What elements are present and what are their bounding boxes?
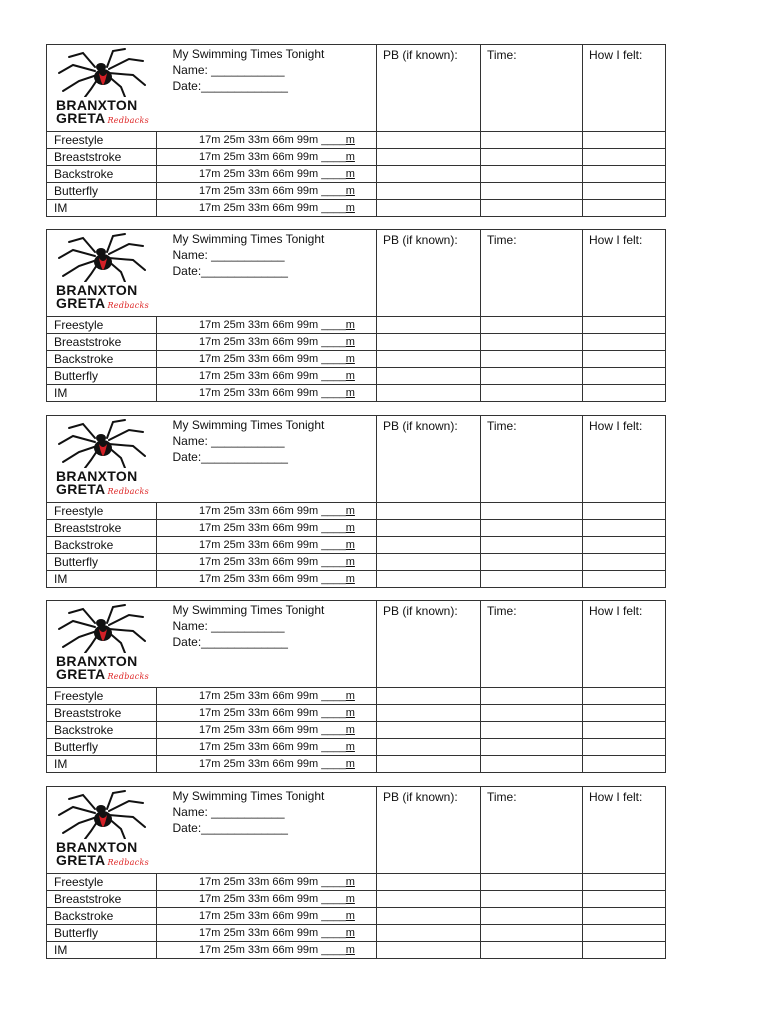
pb-cell[interactable] xyxy=(377,334,481,351)
time-cell[interactable] xyxy=(481,722,583,739)
logo-text-greta: GRETA Redbacks xyxy=(56,852,150,868)
stroke-name: Breaststroke xyxy=(47,705,157,722)
stroke-row xyxy=(47,874,666,891)
stroke-name: Backstroke xyxy=(47,908,157,925)
spider-icon xyxy=(55,47,147,97)
felt-header: How I felt: xyxy=(583,787,666,874)
pb-header: PB (if known): xyxy=(377,416,481,503)
date-field[interactable]: Date:_____________ xyxy=(172,821,288,835)
time-cell[interactable] xyxy=(481,688,583,705)
felt-cell[interactable] xyxy=(583,756,666,773)
felt-cell[interactable] xyxy=(583,351,666,368)
distance-options[interactable]: 17m 25m 33m 66m 99m ____m xyxy=(157,925,377,942)
felt-header: How I felt: xyxy=(583,45,666,132)
stroke-row xyxy=(47,166,666,183)
pb-cell[interactable] xyxy=(377,200,481,217)
spider-icon xyxy=(55,232,147,282)
felt-cell[interactable] xyxy=(583,908,666,925)
stroke-name: Breaststroke xyxy=(47,520,157,537)
distance-options[interactable]: 17m 25m 33m 66m 99m ____m xyxy=(157,739,377,756)
distance-options[interactable]: 17m 25m 33m 66m 99m ____m xyxy=(157,571,377,588)
time-cell[interactable] xyxy=(481,942,583,959)
stroke-row xyxy=(47,334,666,351)
date-field[interactable]: Date:_____________ xyxy=(172,450,288,464)
time-cell[interactable] xyxy=(481,200,583,217)
time-cell[interactable] xyxy=(481,739,583,756)
time-header: Time: xyxy=(481,787,583,874)
stroke-row xyxy=(47,200,666,217)
pb-cell[interactable] xyxy=(377,368,481,385)
stroke-row xyxy=(47,705,666,722)
pb-cell[interactable] xyxy=(377,942,481,959)
club-logo xyxy=(47,787,157,874)
time-card xyxy=(46,229,665,400)
pb-cell[interactable] xyxy=(377,891,481,908)
distance-options[interactable]: 17m 25m 33m 66m 99m ____m xyxy=(157,183,377,200)
time-header: Time: xyxy=(481,45,583,132)
club-logo xyxy=(47,230,157,317)
stroke-name: Breaststroke xyxy=(47,334,157,351)
pb-cell[interactable] xyxy=(377,503,481,520)
time-cell[interactable] xyxy=(481,554,583,571)
felt-cell[interactable] xyxy=(583,183,666,200)
pb-cell[interactable] xyxy=(377,351,481,368)
felt-cell[interactable] xyxy=(583,503,666,520)
club-logo xyxy=(47,601,157,688)
card-header xyxy=(157,45,377,132)
time-cell[interactable] xyxy=(481,520,583,537)
stroke-name: Backstroke xyxy=(47,537,157,554)
stroke-row xyxy=(47,368,666,385)
stroke-name: Backstroke xyxy=(47,351,157,368)
card-header xyxy=(157,416,377,503)
stroke-name: Breaststroke xyxy=(47,891,157,908)
stroke-name: Butterfly xyxy=(47,183,157,200)
card-title: My Swimming Times Tonight xyxy=(172,47,325,61)
club-logo xyxy=(47,45,157,132)
stroke-row xyxy=(47,183,666,200)
felt-cell[interactable] xyxy=(583,554,666,571)
pb-header: PB (if known): xyxy=(377,45,481,132)
felt-cell[interactable] xyxy=(583,334,666,351)
pb-header: PB (if known): xyxy=(377,787,481,874)
stroke-row xyxy=(47,571,666,588)
felt-cell[interactable] xyxy=(583,520,666,537)
stroke-row xyxy=(47,317,666,334)
stroke-name: Butterfly xyxy=(47,925,157,942)
stroke-name: IM xyxy=(47,200,157,217)
pb-cell[interactable] xyxy=(377,756,481,773)
time-cell[interactable] xyxy=(481,166,583,183)
felt-cell[interactable] xyxy=(583,149,666,166)
time-card xyxy=(46,600,665,771)
time-cell[interactable] xyxy=(481,571,583,588)
distance-options[interactable]: 17m 25m 33m 66m 99m ____m xyxy=(157,503,377,520)
felt-cell[interactable] xyxy=(583,368,666,385)
stroke-row xyxy=(47,739,666,756)
distance-options[interactable]: 17m 25m 33m 66m 99m ____m xyxy=(157,874,377,891)
spider-icon xyxy=(55,789,147,839)
stroke-row xyxy=(47,688,666,705)
distance-options[interactable]: 17m 25m 33m 66m 99m ____m xyxy=(157,520,377,537)
pb-cell[interactable] xyxy=(377,554,481,571)
felt-cell[interactable] xyxy=(583,385,666,402)
card-header xyxy=(157,230,377,317)
time-cell[interactable] xyxy=(481,537,583,554)
distance-options[interactable]: 17m 25m 33m 66m 99m ____m xyxy=(157,200,377,217)
stroke-name: Butterfly xyxy=(47,368,157,385)
distance-options[interactable]: 17m 25m 33m 66m 99m ____m xyxy=(157,705,377,722)
pb-cell[interactable] xyxy=(377,705,481,722)
stroke-row xyxy=(47,942,666,959)
felt-cell[interactable] xyxy=(583,722,666,739)
date-field[interactable]: Date:_____________ xyxy=(172,635,288,649)
pb-cell[interactable] xyxy=(377,537,481,554)
card-title: My Swimming Times Tonight xyxy=(172,418,325,432)
pb-cell[interactable] xyxy=(377,166,481,183)
name-field[interactable]: Name: ___________ xyxy=(172,619,285,633)
distance-options[interactable]: 17m 25m 33m 66m 99m ____m xyxy=(157,908,377,925)
logo-text-greta: GRETA Redbacks xyxy=(56,110,150,126)
stroke-name: Freestyle xyxy=(47,132,157,149)
felt-cell[interactable] xyxy=(583,132,666,149)
pb-cell[interactable] xyxy=(377,874,481,891)
stroke-name: IM xyxy=(47,756,157,773)
distance-options[interactable]: 17m 25m 33m 66m 99m ____m xyxy=(157,385,377,402)
club-logo xyxy=(47,416,157,503)
stroke-name: IM xyxy=(47,571,157,588)
distance-options[interactable]: 17m 25m 33m 66m 99m ____m xyxy=(157,722,377,739)
pb-cell[interactable] xyxy=(377,722,481,739)
time-card xyxy=(46,44,665,215)
time-cell[interactable] xyxy=(481,756,583,773)
time-cell[interactable] xyxy=(481,334,583,351)
logo-text-branxton: BRANXTON xyxy=(56,97,138,113)
stroke-row xyxy=(47,351,666,368)
distance-options[interactable]: 17m 25m 33m 66m 99m ____m xyxy=(157,351,377,368)
felt-cell[interactable] xyxy=(583,891,666,908)
felt-cell[interactable] xyxy=(583,739,666,756)
pb-cell[interactable] xyxy=(377,520,481,537)
time-card xyxy=(46,786,665,957)
stroke-row xyxy=(47,891,666,908)
pb-header: PB (if known): xyxy=(377,601,481,688)
stroke-row xyxy=(47,537,666,554)
pb-cell[interactable] xyxy=(377,908,481,925)
logo-text-branxton: BRANXTON xyxy=(56,839,138,855)
distance-options[interactable]: 17m 25m 33m 66m 99m ____m xyxy=(157,756,377,773)
logo-text-branxton: BRANXTON xyxy=(56,282,138,298)
logo-text-branxton: BRANXTON xyxy=(56,468,138,484)
time-card xyxy=(46,415,665,586)
distance-options[interactable]: 17m 25m 33m 66m 99m ____m xyxy=(157,132,377,149)
stroke-name: Butterfly xyxy=(47,554,157,571)
stroke-row xyxy=(47,385,666,402)
felt-cell[interactable] xyxy=(583,705,666,722)
felt-cell[interactable] xyxy=(583,874,666,891)
time-cell[interactable] xyxy=(481,351,583,368)
time-header: Time: xyxy=(481,230,583,317)
stroke-name: Breaststroke xyxy=(47,149,157,166)
time-cell[interactable] xyxy=(481,503,583,520)
distance-options[interactable]: 17m 25m 33m 66m 99m ____m xyxy=(157,368,377,385)
date-field[interactable]: Date:_____________ xyxy=(172,264,288,278)
stroke-name: IM xyxy=(47,385,157,402)
name-field[interactable]: Name: ___________ xyxy=(172,248,285,262)
time-cell[interactable] xyxy=(481,149,583,166)
felt-cell[interactable] xyxy=(583,688,666,705)
time-cell[interactable] xyxy=(481,874,583,891)
card-header xyxy=(157,601,377,688)
card-header xyxy=(157,787,377,874)
name-field[interactable]: Name: ___________ xyxy=(172,434,285,448)
stroke-row xyxy=(47,149,666,166)
time-cell[interactable] xyxy=(481,891,583,908)
pb-cell[interactable] xyxy=(377,183,481,200)
pb-cell[interactable] xyxy=(377,571,481,588)
distance-options[interactable]: 17m 25m 33m 66m 99m ____m xyxy=(157,334,377,351)
time-header: Time: xyxy=(481,601,583,688)
card-title: My Swimming Times Tonight xyxy=(172,789,325,803)
logo-text-greta: GRETA Redbacks xyxy=(56,481,150,497)
distance-options[interactable]: 17m 25m 33m 66m 99m ____m xyxy=(157,149,377,166)
logo-text-greta: GRETA Redbacks xyxy=(56,666,150,682)
time-cell[interactable] xyxy=(481,385,583,402)
distance-options[interactable]: 17m 25m 33m 66m 99m ____m xyxy=(157,688,377,705)
stroke-row xyxy=(47,925,666,942)
felt-cell[interactable] xyxy=(583,200,666,217)
stroke-name: Freestyle xyxy=(47,688,157,705)
pb-cell[interactable] xyxy=(377,688,481,705)
felt-header: How I felt: xyxy=(583,230,666,317)
card-title: My Swimming Times Tonight xyxy=(172,232,325,246)
stroke-name: Freestyle xyxy=(47,503,157,520)
stroke-row xyxy=(47,554,666,571)
felt-cell[interactable] xyxy=(583,317,666,334)
pb-header: PB (if known): xyxy=(377,230,481,317)
time-cell[interactable] xyxy=(481,317,583,334)
stroke-name: Butterfly xyxy=(47,739,157,756)
date-field[interactable]: Date:_____________ xyxy=(172,79,288,93)
time-cell[interactable] xyxy=(481,132,583,149)
stroke-row xyxy=(47,503,666,520)
time-header: Time: xyxy=(481,416,583,503)
distance-options[interactable]: 17m 25m 33m 66m 99m ____m xyxy=(157,166,377,183)
logo-text-greta: GRETA Redbacks xyxy=(56,295,150,311)
distance-options[interactable]: 17m 25m 33m 66m 99m ____m xyxy=(157,891,377,908)
stroke-row xyxy=(47,520,666,537)
card-title: My Swimming Times Tonight xyxy=(172,603,325,617)
distance-options[interactable]: 17m 25m 33m 66m 99m ____m xyxy=(157,537,377,554)
name-field[interactable]: Name: ___________ xyxy=(172,63,285,77)
time-cell[interactable] xyxy=(481,908,583,925)
felt-cell[interactable] xyxy=(583,166,666,183)
pb-cell[interactable] xyxy=(377,132,481,149)
felt-cell[interactable] xyxy=(583,571,666,588)
time-cell[interactable] xyxy=(481,368,583,385)
distance-options[interactable]: 17m 25m 33m 66m 99m ____m xyxy=(157,554,377,571)
stroke-row xyxy=(47,722,666,739)
felt-header: How I felt: xyxy=(583,416,666,503)
stroke-name: Backstroke xyxy=(47,166,157,183)
logo-text-branxton: BRANXTON xyxy=(56,653,138,669)
distance-options[interactable]: 17m 25m 33m 66m 99m ____m xyxy=(157,317,377,334)
spider-icon xyxy=(55,418,147,468)
pb-cell[interactable] xyxy=(377,317,481,334)
stroke-row xyxy=(47,756,666,773)
pb-cell[interactable] xyxy=(377,149,481,166)
felt-header: How I felt: xyxy=(583,601,666,688)
stroke-row xyxy=(47,132,666,149)
stroke-name: Backstroke xyxy=(47,722,157,739)
felt-cell[interactable] xyxy=(583,537,666,554)
stroke-row xyxy=(47,908,666,925)
felt-cell[interactable] xyxy=(583,942,666,959)
pb-cell[interactable] xyxy=(377,925,481,942)
time-cell[interactable] xyxy=(481,705,583,722)
stroke-name: IM xyxy=(47,942,157,959)
felt-cell[interactable] xyxy=(583,925,666,942)
time-cell[interactable] xyxy=(481,183,583,200)
pb-cell[interactable] xyxy=(377,739,481,756)
pb-cell[interactable] xyxy=(377,385,481,402)
name-field[interactable]: Name: ___________ xyxy=(172,805,285,819)
stroke-name: Freestyle xyxy=(47,874,157,891)
distance-options[interactable]: 17m 25m 33m 66m 99m ____m xyxy=(157,942,377,959)
stroke-name: Freestyle xyxy=(47,317,157,334)
time-cell[interactable] xyxy=(481,925,583,942)
spider-icon xyxy=(55,603,147,653)
